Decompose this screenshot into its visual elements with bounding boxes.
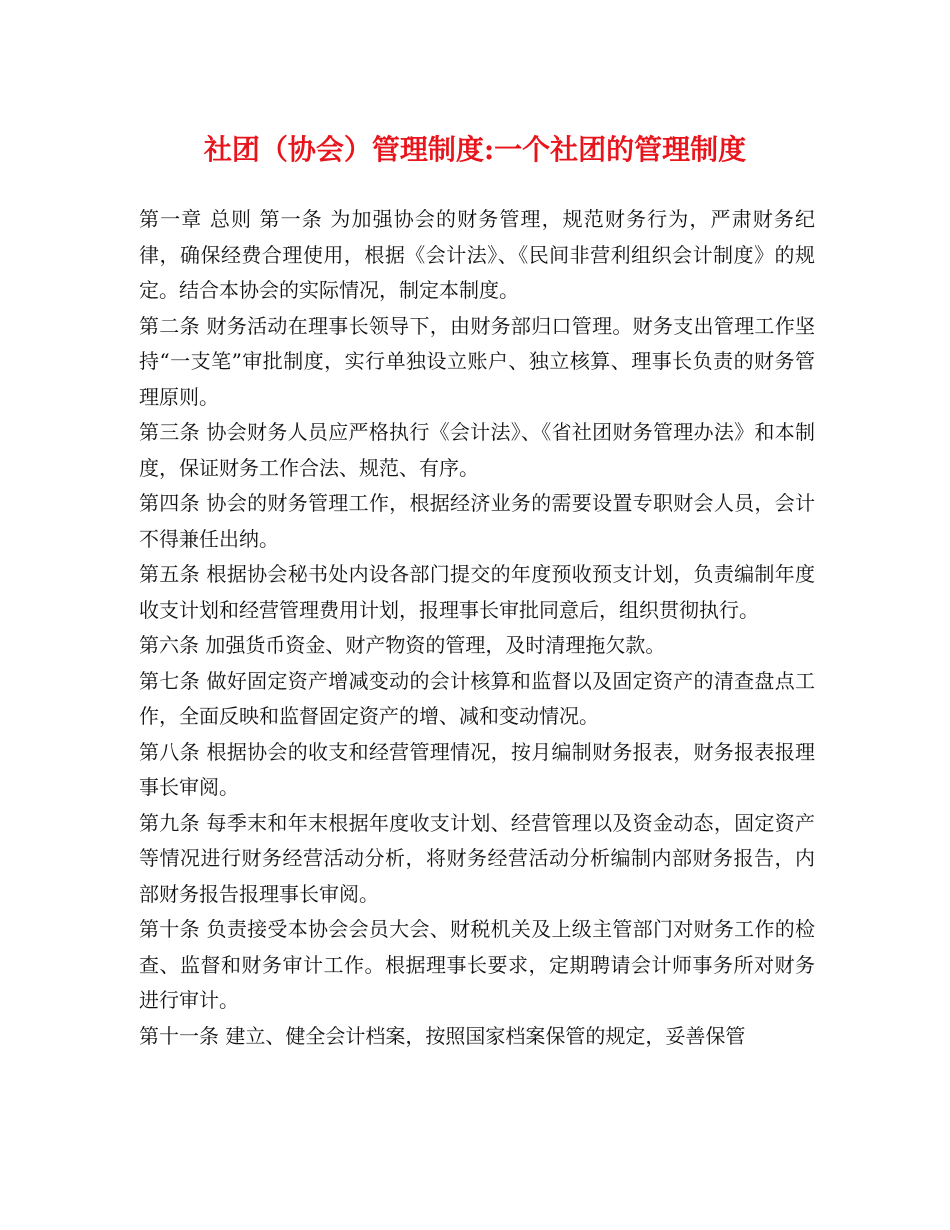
paragraph-article-9: 第九条 每季末和年末根据年度收支计划、经营管理以及资金动态，固定资产等情况进行财务经营活动分析，将财务经营活动分析编制内部财务报告，内部财务报告报理事长审阅。 bbox=[139, 810, 815, 906]
document-title: 社团（协会）管理制度:一个社团的管理制度 bbox=[203, 133, 747, 166]
paragraph-article-3: 第三条 协会财务人员应严格执行《会计法》、《省社团财务管理办法》和本制度，保证财务工作合法、规范、有序。 bbox=[139, 420, 815, 480]
paragraph-article-1: 第一章 总则 第一条 为加强协会的财务管理，规范财务行为，严肃财务纪律，确保经费合理使用，根据《会计法》、《民间非营利组织会计制度》的规定。结合本协会的实际情况，制定本制度。 bbox=[139, 207, 815, 302]
paragraph-article-10: 第十条 负责接受本协会会员大会、财税机关及上级主管部门对财务工作的检查、监督和财务审计工作。根据理事长要求，定期聘请会计师事务所对财务进行审计。 bbox=[139, 917, 815, 1012]
paragraph-article-8: 第八条 根据协会的收支和经营管理情况，按月编制财务报表，财务报表报理事长审阅。 bbox=[139, 739, 815, 799]
document-body bbox=[139, 202, 815, 1054]
paragraph-article-4: 第四条 协会的财务管理工作，根据经济业务的需要设置专职财会人员，会计不得兼任出纳。 bbox=[139, 491, 815, 551]
paragraph-article-5: 第五条 根据协会秘书处内设各部门提交的年度预收预支计划，负责编制年度收支计划和经营管理费用计划，报理事长审批同意后，组织贯彻执行。 bbox=[139, 562, 815, 622]
paragraph-article-11: 第十一条 建立、健全会计档案，按照国家档案保管的规定，妥善保管 bbox=[139, 1023, 746, 1048]
paragraph-article-7: 第七条 做好固定资产增减变动的会计核算和监督以及固定资产的清查盘点工作，全面反映和监督固定资产的增、减和变动情况。 bbox=[139, 668, 815, 728]
paragraph-article-6: 第六条 加强货币资金、财产物资的管理，及时清理拖欠款。 bbox=[139, 633, 666, 657]
paragraph-article-2: 第二条 财务活动在理事长领导下，由财务部归口管理。财务支出管理工作坚持“一支笔”审批制度，实行单独设立账户、独立核算、理事长负责的财务管理原则。 bbox=[139, 313, 815, 409]
